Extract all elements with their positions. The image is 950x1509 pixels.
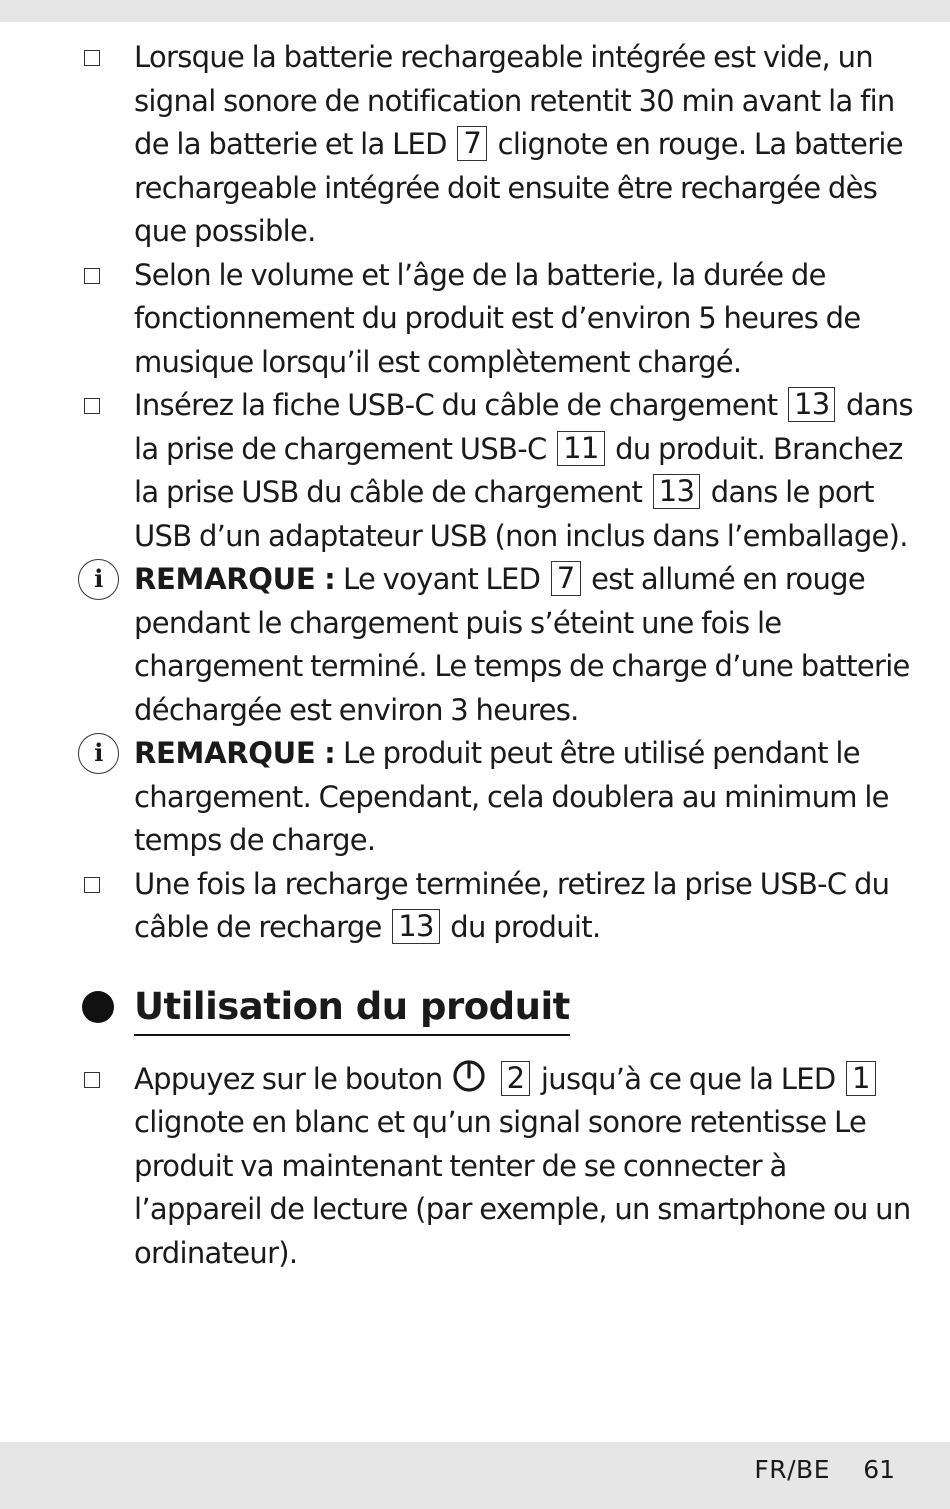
text-run: Le produit peut être utilisé pendant le chargement. Cependant, cela doublera au minimum le temps de charge.: [134, 736, 889, 857]
note-label: REMARQUE :: [134, 562, 336, 596]
checkbox-bullet-icon: [84, 50, 100, 66]
reference-number-box: 1: [846, 1061, 876, 1096]
note-item: [0, 558, 950, 732]
section-heading: Utilisation du produit: [134, 980, 570, 1036]
footer-language: FR/BE: [754, 1455, 830, 1484]
info-icon: i: [78, 559, 119, 600]
reference-number-box: 2: [501, 1061, 531, 1096]
text-run: jusqu’à ce que la LED: [540, 1061, 836, 1096]
page-footer: [0, 1442, 950, 1509]
text-run: du produit. Branchez la prise USB du câble de chargement: [134, 431, 903, 509]
text-run: Lorsque la batterie rechargeable intégrée est vide, un signal sonore de notification retentit 30 min avant la fin de la batterie et la LED: [134, 40, 895, 161]
section-heading-block: [0, 980, 950, 1036]
reference-number-box: 7: [551, 561, 581, 596]
instruction-list: [0, 36, 950, 950]
list-item: [0, 1058, 950, 1276]
checkbox-bullet-icon: [84, 1072, 100, 1088]
section-bullet-dot: [82, 991, 114, 1023]
note-label: REMARQUE :: [134, 736, 336, 770]
footer-page-number: 61: [863, 1455, 895, 1484]
reference-number-box: 13: [653, 474, 701, 509]
reference-number-box: 13: [788, 387, 836, 422]
text-run: clignote en rouge. La batterie rechargeable intégrée doit ensuite être rechargée dès que possible.: [134, 127, 903, 248]
text-run: du produit.: [450, 910, 601, 944]
checkbox-bullet-icon: [84, 268, 100, 284]
checkbox-bullet-icon: [84, 398, 100, 414]
info-icon: i: [78, 733, 119, 774]
text-run: Le voyant LED: [343, 562, 541, 596]
note-item: [0, 732, 950, 863]
text-run: est allumé en rouge pendant le chargement puis s’éteint une fois le chargement terminé. Le temps de charge d’une batterie déchargée est environ 3 heures.: [134, 562, 910, 727]
list-item: [0, 254, 950, 385]
text-run: dans la prise de chargement USB-C: [134, 388, 913, 466]
list-item: [0, 384, 950, 558]
usage-list: [0, 1058, 950, 1276]
reference-number-box: 13: [392, 909, 440, 944]
text-run: Une fois la recharge terminée, retirez la prise USB-C du câble de recharge: [134, 866, 890, 944]
text-run: Appuyez sur le bouton: [134, 1061, 443, 1096]
text-run: dans le port USB d’un adaptateur USB (non inclus dans l’emballage).: [134, 475, 908, 553]
reference-number-box: 7: [457, 126, 487, 161]
power-icon: [452, 1059, 486, 1093]
list-item: [0, 863, 950, 950]
top-strip: [0, 0, 950, 22]
list-item: [0, 36, 950, 254]
text-run: clignote en blanc et qu’un signal sonore retentisse Le produit va maintenant tenter de se connecter à l’appareil de lecture (par exemple, un smartphone ou un ordinateur).: [134, 1105, 911, 1270]
reference-number-box: 11: [557, 431, 605, 466]
text-run: Insérez la fiche USB-C du câble de chargement: [134, 388, 778, 422]
checkbox-bullet-icon: [84, 877, 100, 893]
page-content: [0, 36, 950, 1275]
text-run: Selon le volume et l’âge de la batterie, la durée de fonctionnement du produit est d’environ 5 heures de musique lorsqu’il est complètement chargé.: [134, 257, 861, 379]
